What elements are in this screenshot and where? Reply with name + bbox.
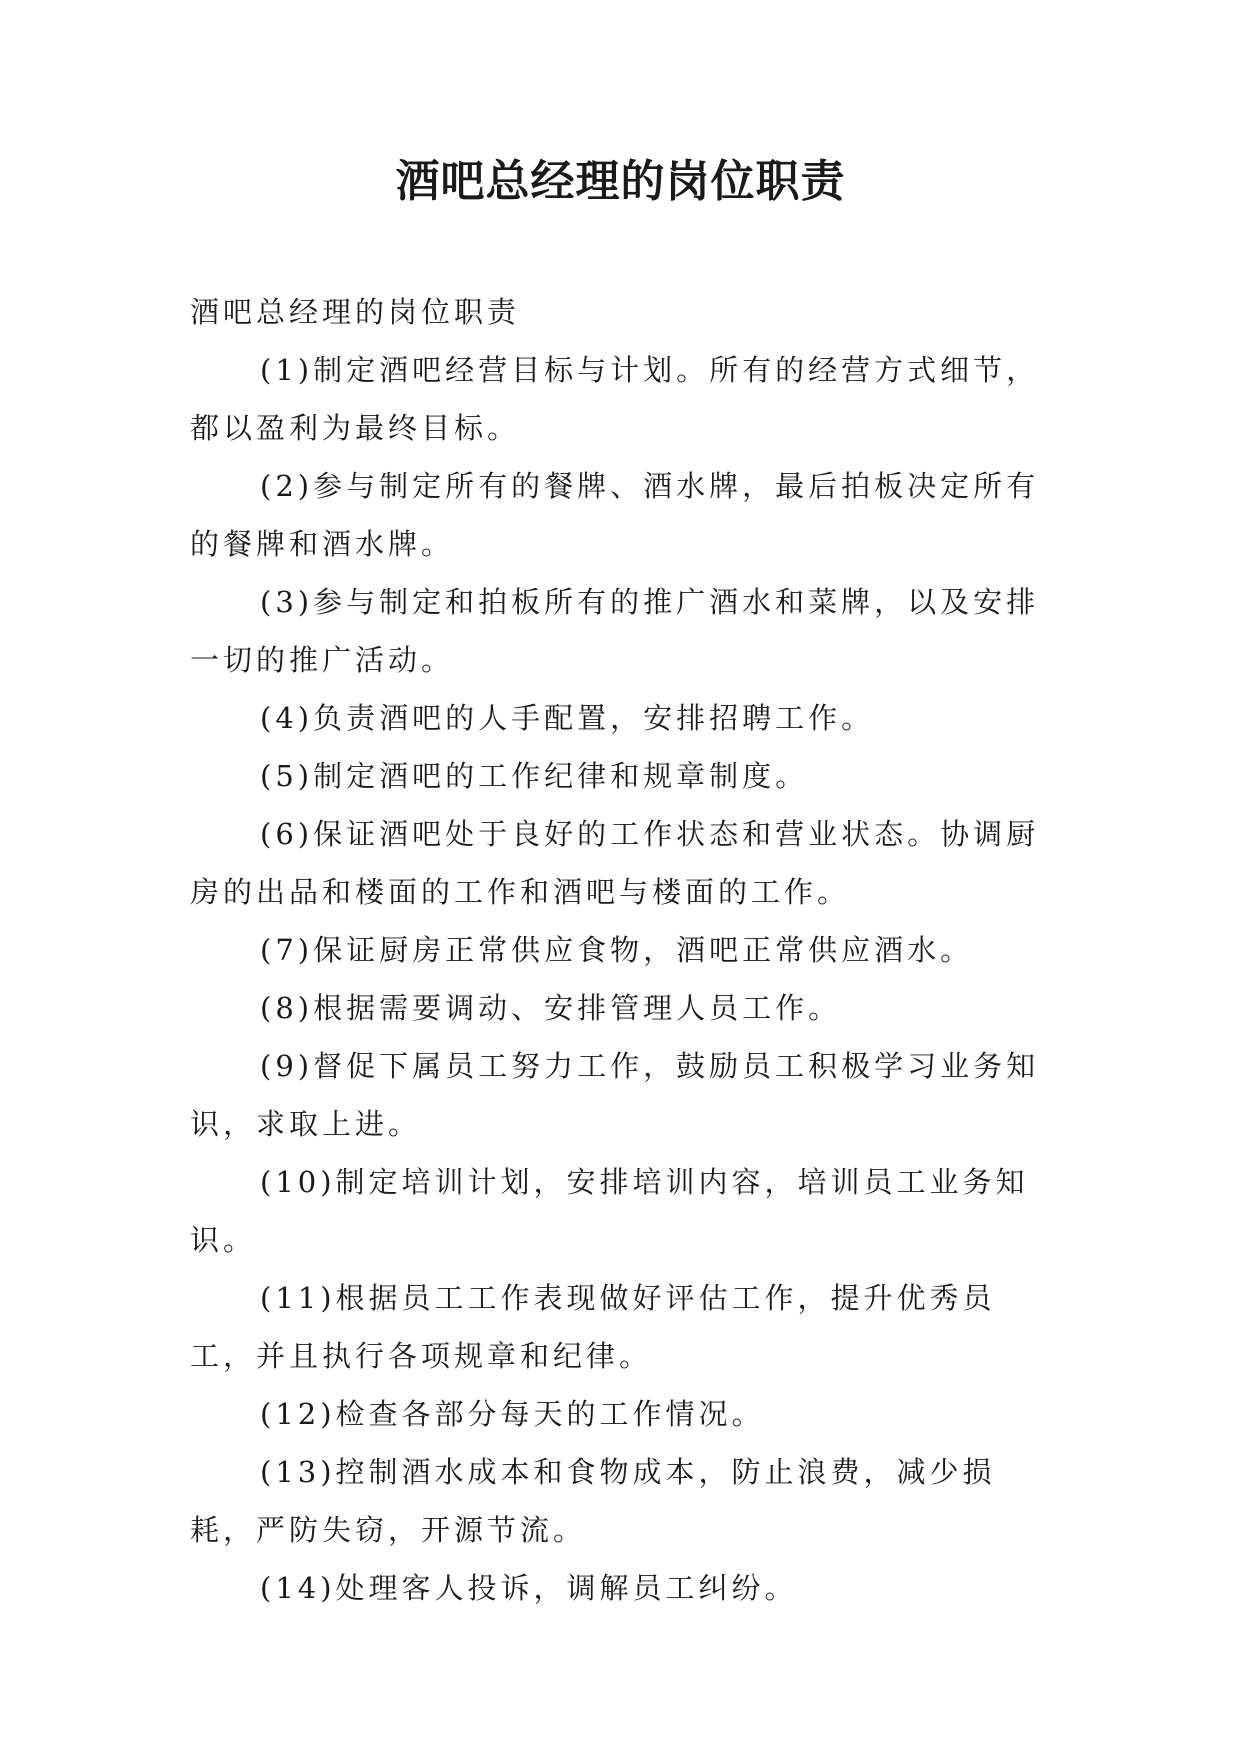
duty-item-1: (1)制定酒吧经营目标与计划。所有的经营方式细节，都以盈利为最终目标。 — [190, 353, 1040, 445]
duty-item-8: (8)根据需要调动、安排管理人员工作。 — [260, 991, 842, 1025]
duty-item-5: (5)制定酒吧的工作纪律和规章制度。 — [260, 759, 809, 793]
duty-item-11: (11)根据员工工作表现做好评估工作，提升优秀员工，并且执行各项规章和纪律。 — [190, 1281, 996, 1373]
document-body — [190, 283, 1060, 1617]
duty-item-2: (2)参与制定所有的餐牌、酒水牌，最后拍板决定所有的餐牌和酒水牌。 — [190, 469, 1040, 561]
duty-item-13: (13)控制酒水成本和食物成本，防止浪费，减少损耗，严防失窃，开源节流。 — [190, 1455, 996, 1547]
section-heading: 酒吧总经理的岗位职责 — [190, 295, 521, 329]
duty-item-10: (10)制定培训计划，安排培训内容，培训员工业务知识。 — [190, 1165, 1029, 1257]
duty-item-12: (12)检查各部分每天的工作情况。 — [260, 1397, 765, 1431]
duty-item-7: (7)保证厨房正常供应食物，酒吧正常供应酒水。 — [260, 933, 974, 967]
duty-item-4: (4)负责酒吧的人手配置，安排招聘工作。 — [260, 701, 875, 735]
duty-item-6: (6)保证酒吧处于良好的工作状态和营业状态。协调厨房的出品和楼面的工作和酒吧与楼面的工作。 — [190, 817, 1040, 909]
duty-item-9: (9)督促下属员工努力工作，鼓励员工积极学习业务知识，求取上进。 — [190, 1049, 1040, 1141]
duty-item-14: (14)处理客人投诉，调解员工纠纷。 — [260, 1571, 798, 1605]
duty-item-3: (3)参与制定和拍板所有的推广酒水和菜牌，以及安排一切的推广活动。 — [190, 585, 1040, 677]
document-title: 酒吧总经理的岗位职责 — [395, 156, 846, 207]
